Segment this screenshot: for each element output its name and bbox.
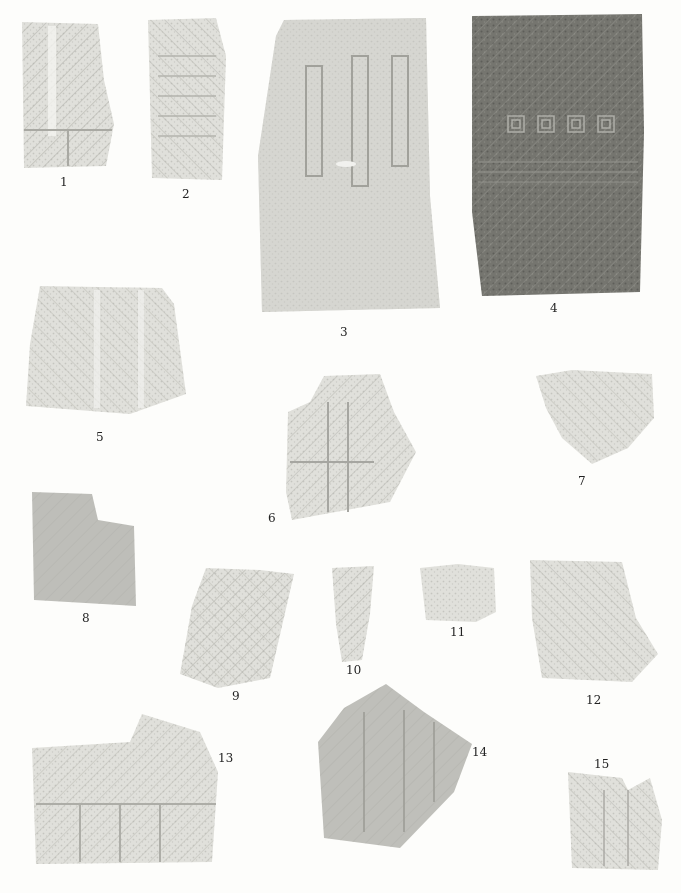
fragment-10 <box>326 564 376 664</box>
fragment-14 <box>314 682 474 852</box>
fragment-10-label: 10 <box>346 663 362 677</box>
fragment-12 <box>526 558 660 684</box>
fragment-5 <box>22 284 188 418</box>
fragment-2-label: 2 <box>182 187 190 201</box>
fragment-4-label: 4 <box>550 301 558 315</box>
fragment-12-label: 12 <box>586 693 602 707</box>
fragment-3-label: 3 <box>340 325 348 339</box>
fragment-1 <box>20 20 115 168</box>
fragment-6 <box>284 372 418 522</box>
fragment-14-label: 14 <box>472 745 488 759</box>
fragment-5-label: 5 <box>96 430 104 444</box>
fragment-3 <box>256 16 440 312</box>
fragment-1-label: 1 <box>60 175 68 189</box>
fragment-15 <box>564 770 664 872</box>
fragment-7-label: 7 <box>578 474 586 488</box>
fragment-7 <box>532 368 658 468</box>
fragment-11-label: 11 <box>450 625 466 639</box>
fragment-8-label: 8 <box>82 611 90 625</box>
fragment-4 <box>468 12 648 296</box>
fragment-9-label: 9 <box>232 689 240 703</box>
fragment-13 <box>30 712 220 868</box>
fragment-6-label: 6 <box>268 511 276 525</box>
fragment-11 <box>418 562 498 624</box>
fragment-2 <box>146 16 228 182</box>
fragment-9 <box>178 566 298 690</box>
fragment-8 <box>28 490 140 608</box>
fragment-15-label: 15 <box>594 757 610 771</box>
fragment-13-label: 13 <box>218 751 234 765</box>
